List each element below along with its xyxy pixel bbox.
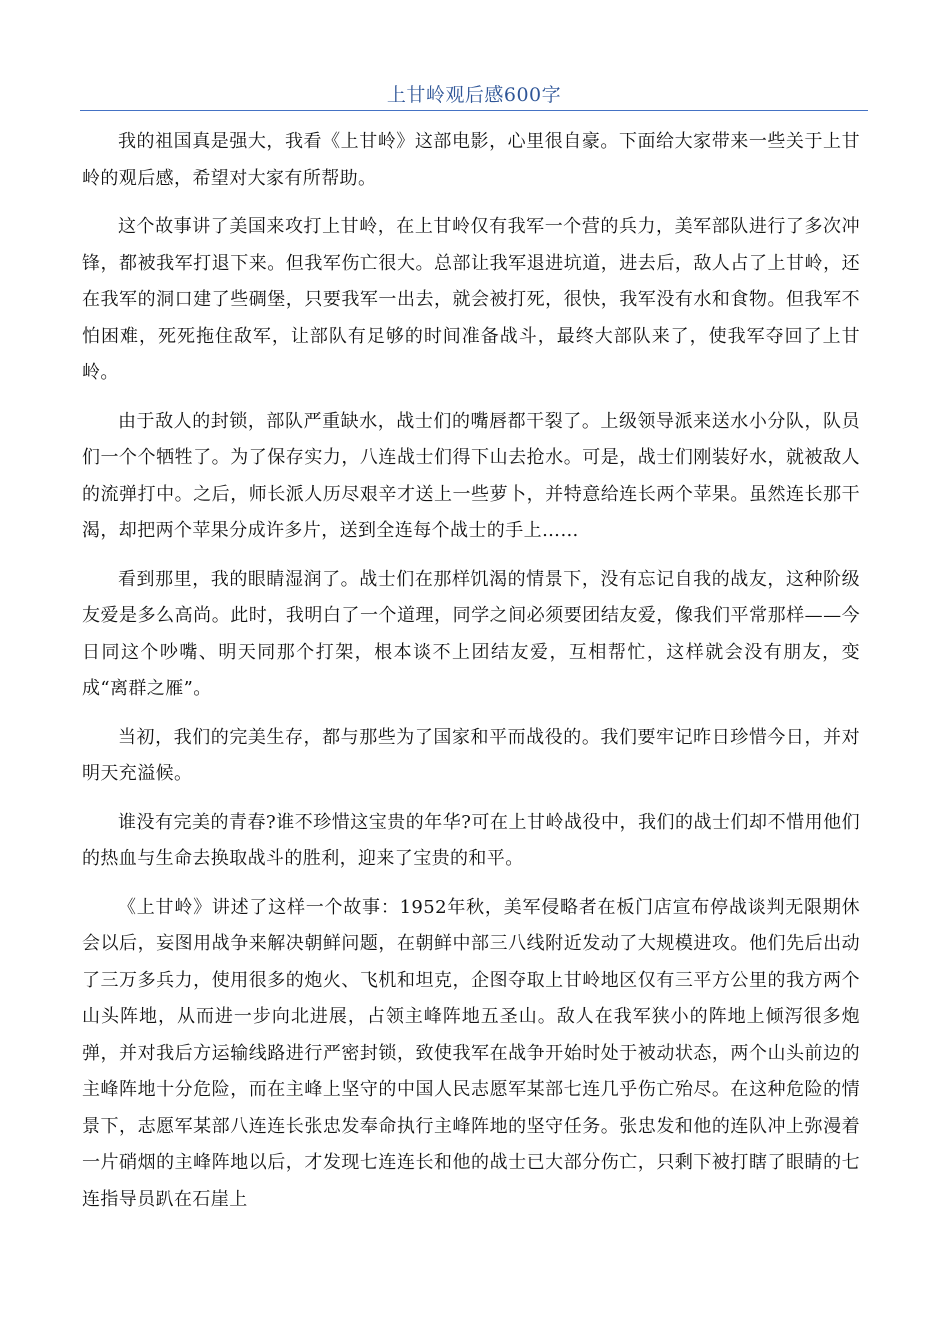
paragraph-5: 当初，我们的完美生存，都与那些为了国家和平而战役的。我们要牢记昨日珍惜今日，并对明天充溢候。 <box>82 726 860 784</box>
paragraph-7: 《上甘岭》讲述了这样一个故事：1952年秋，美军侵略者在板门店宣布停战谈判无限期休会以后，妄图用战争来解决朝鲜问题，在朝鲜中部三八线附近发动了大规模进攻。他们先后出动了三万多兵力，使用很多的炮火、飞机和坦克，企图夺取上甘岭地区仅有三平方公里的我方两个山头阵地，从而进一步向北进展，占领主峰阵地五圣山。敌人在我军狭小的阵地上倾泻很多炮弹，并对我后方运输线路进行严密封锁，致使我军在战争开始时处于被动状态，两个山头前边的主峰阵地十分危险，而在主峰上坚守的中国人民志愿军某部七连几乎伤亡殆尽。在这种危险的情景下，志愿军某部八连连长张忠发奉命执行主峰阵地的坚守任务。张忠发和他的连队冲上弥漫着一片硝烟的主峰阵地以后，才发现七连连长和他的战士已大部分伤亡，只剩下被打瞎了眼睛的七连指导员趴在石崖上 <box>82 896 860 1210</box>
page-title: 上甘岭观后感600字 <box>386 84 562 106</box>
paragraph-6: 谁没有完美的青春?谁不珍惜这宝贵的年华?可在上甘岭战役中，我们的战士们却不惜用他们的热血与生命去换取战斗的胜利，迎来了宝贵的和平。 <box>82 811 860 869</box>
paragraph-2: 这个故事讲了美国来攻打上甘岭，在上甘岭仅有我军一个营的兵力，美军部队进行了多次冲锋，都被我军打退下来。但我军伤亡很大。总部让我军退进坑道，进去后，敌人占了上甘岭，还在我军的洞口建了些碉堡，只要我军一出去，就会被打死，很快，我军没有水和食物。但我军不怕困难，死死拖住敌军，让部队有足够的时间准备战斗，最终大部队来了，使我军夺回了上甘岭。 <box>82 216 860 383</box>
page-header <box>80 84 868 111</box>
document-body <box>82 124 860 1230</box>
paragraph-1: 我的祖国真是强大，我看《上甘岭》这部电影，心里很自豪。下面给大家带来一些关于上甘岭的观后感，希望对大家有所帮助。 <box>82 131 860 189</box>
paragraph-4: 看到那里，我的眼睛湿润了。战士们在那样饥渴的情景下，没有忘记自我的战友，这种阶级友爱是多么高尚。此时，我明白了一个道理，同学之间必须要团结友爱，像我们平常那样——今日同这个吵嘴、明天同那个打架，根本谈不上团结友爱，互相帮忙，这样就会没有朋友，变成“离群之雁”。 <box>82 568 860 699</box>
paragraph-3: 由于敌人的封锁，部队严重缺水，战士们的嘴唇都干裂了。上级领导派来送水小分队，队员们一个个牺牲了。为了保存实力，八连战士们得下山去抢水。可是，战士们刚装好水，就被敌人的流弹打中。之后，师长派人历尽艰辛才送上一些萝卜，并特意给连长两个苹果。虽然连长那干渴，却把两个苹果分成许多片，送到全连每个战士的手上…… <box>82 410 860 541</box>
